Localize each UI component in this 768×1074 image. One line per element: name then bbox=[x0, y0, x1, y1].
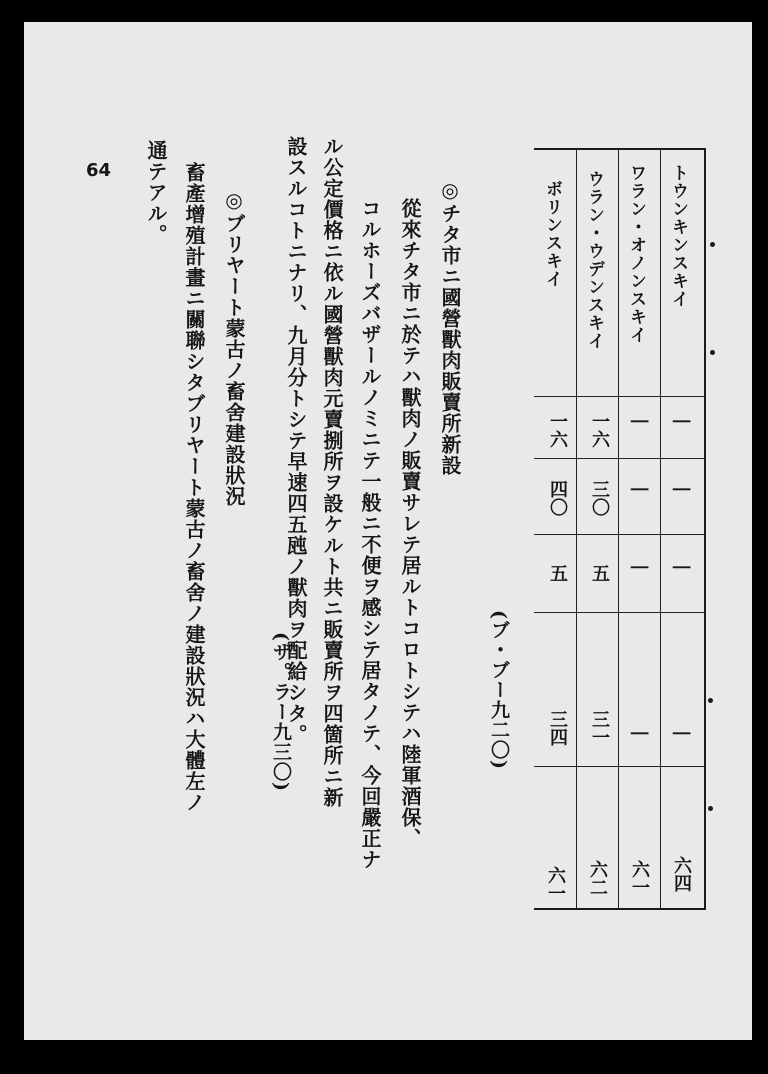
table-row-name: ボリンスキイ bbox=[542, 180, 562, 288]
table-cell: 一六 bbox=[547, 412, 568, 448]
article-title: ◎ブリヤート蒙古ノ畜舍建設狀況 bbox=[222, 188, 246, 507]
article-line: 從來チタ市ニ於テハ獸肉ノ販賣サレテ居ルトコロトシテハ陸軍酒保、 bbox=[398, 198, 422, 849]
scan-mark bbox=[710, 242, 715, 247]
table-cell: 六一 bbox=[629, 860, 650, 896]
article-line: ル公定價格ニ依ル國營獸肉元賣捌所ヲ設ケルト共ニ販賣所ヲ四箇所ニ新 bbox=[320, 136, 344, 808]
table-cell: 六一 bbox=[545, 866, 566, 902]
statistics-table bbox=[534, 148, 706, 910]
table-cell: 四〇 bbox=[547, 480, 568, 516]
page-number: 64 bbox=[86, 160, 112, 181]
table-cell: | bbox=[630, 730, 651, 737]
table-cell: 三〇 bbox=[589, 480, 610, 516]
table-row-name: ウラン・ウデンスキイ bbox=[584, 170, 604, 350]
table-cell: | bbox=[672, 486, 693, 493]
table-cell: 六四 bbox=[671, 856, 692, 892]
scan-mark bbox=[708, 806, 713, 811]
table-cell: 三一 bbox=[589, 710, 610, 746]
table-cell: 一六 bbox=[589, 412, 610, 448]
table-cell: | bbox=[672, 730, 693, 737]
article-line: コルホーズバザールノミニテ一般ニ不便ヲ感シテ居タノテ、今回嚴正ナ bbox=[358, 198, 382, 870]
document-page bbox=[24, 22, 752, 1040]
article-title: ◎チタ市ニ國營獸肉販賣所新設 bbox=[438, 178, 462, 476]
table-cell: | bbox=[630, 418, 651, 425]
table-cell: | bbox=[672, 564, 693, 571]
table-cell: | bbox=[630, 486, 651, 493]
table-cell: 五 bbox=[547, 564, 568, 582]
table-cell: 六二 bbox=[587, 860, 608, 896]
article-line: 畜產增殖計畫ニ關聯シタブリヤート蒙古ノ畜舍ノ建設狀況ハ大體左ノ bbox=[182, 162, 206, 813]
article-line: 通テアル。 bbox=[144, 140, 168, 245]
table-cell: 三四 bbox=[547, 710, 568, 746]
table-cell: 五 bbox=[589, 564, 610, 582]
table-cell: | bbox=[672, 418, 693, 425]
table-row-name: トウンキンスキイ bbox=[668, 164, 688, 308]
table-row-name: ワラン・オノンスキイ bbox=[626, 164, 646, 344]
article-line: 設スルコトニナリ、九月分トシテ早速四五瓲ノ獸肉ヲ配給シタ。 bbox=[284, 136, 308, 745]
table-cell: | bbox=[630, 564, 651, 571]
scan-mark bbox=[708, 698, 713, 703]
scan-mark bbox=[710, 350, 715, 355]
reference-note: (ブ・ブー九二〇) bbox=[488, 610, 510, 770]
reference-note: (ザ。ラー九三〇) bbox=[270, 632, 292, 792]
